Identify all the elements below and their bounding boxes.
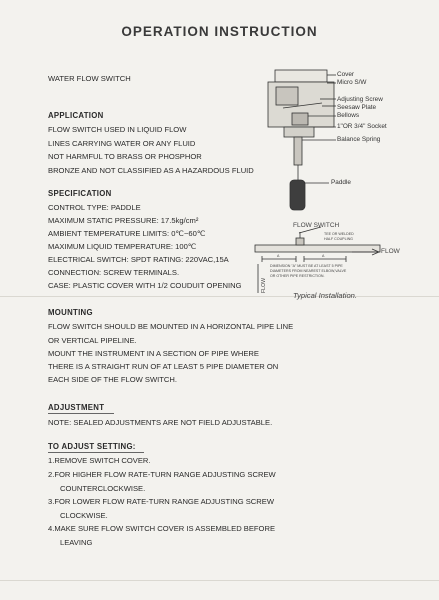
- micro-switch-label: Micro S/W: [337, 79, 367, 86]
- adjustment-heading: ADJUSTMENT: [48, 403, 105, 412]
- pipe-shape: [255, 245, 380, 252]
- spec-line: MAXIMUM STATIC PRESSURE: 17.5kg/cm²: [48, 216, 199, 225]
- tee-label: TEE OR WELDED: [324, 232, 354, 236]
- dimension-note: OR OTHER PIPE RESTRICTION.: [270, 274, 325, 278]
- application-line: LINES CARRYING WATER OR ANY FLUID: [48, 139, 196, 148]
- adjust-step: LEAVING: [60, 538, 93, 547]
- adjust-step: CLOCKWISE.: [60, 511, 108, 520]
- dimension-a-label: A: [322, 254, 325, 258]
- coupling-label: HALF COUPLING: [324, 237, 353, 241]
- dimension-a-label: A: [277, 254, 280, 258]
- paddle-label: Paddle: [331, 179, 351, 186]
- mounting-heading: MOUNTING: [48, 308, 93, 317]
- application-line: BRONZE AND NOT CLASSIFIED AS A HAZARDOUS FLUID: [48, 166, 254, 175]
- product-name: WATER FLOW SWITCH: [48, 74, 131, 83]
- flow-label: FLOW: [381, 248, 400, 255]
- mounting-line: MOUNT THE INSTRUMENT IN A SECTION OF PIPE WHERE: [48, 349, 259, 358]
- tee-fitting-shape: [296, 238, 304, 245]
- dimension-note: DIMENSION "A" MUST BE AT LEAST 5 PIPE: [270, 264, 343, 268]
- cover-label: Cover: [337, 71, 355, 78]
- adjust-step: 2.FOR HIGHER FLOW RATE-TURN RANGE ADJUSTING SCREW: [48, 470, 276, 479]
- adjust-step: 3.FOR LOWER FLOW RATE-TURN RANGE ADJUSTING SCREW: [48, 497, 274, 506]
- adjust-step: 4.MAKE SURE FLOW SWITCH COVER IS ASSEMBLED BEFORE: [48, 524, 276, 533]
- bellows-shape: [292, 113, 308, 125]
- spec-line: CONNECTION: SCREW TERMINALS.: [48, 268, 180, 277]
- spec-line: AMBIENT TEMPERATURE LIMITS: 0℃~60℃: [48, 229, 206, 238]
- page-title: OPERATION INSTRUCTION: [121, 24, 318, 39]
- mounting-line: EACH SIDE OF THE FLOW SWITCH.: [48, 375, 177, 384]
- balance-spring-shape: [294, 137, 302, 165]
- vertical-flow-label: FLOW: [261, 278, 267, 293]
- mounting-line: THERE IS A STRAIGHT RUN OF AT LEAST 5 PIPE DIAMETER ON: [48, 362, 279, 371]
- micro-switch-shape: [276, 87, 298, 105]
- spec-line: CONTROL TYPE: PADDLE: [48, 203, 141, 212]
- balance-spring-label: Balance Spring: [337, 136, 381, 143]
- cover-shape: [275, 70, 327, 82]
- adjust-step: 1.REMOVE SWITCH COVER.: [48, 456, 151, 465]
- installation-caption: Typical Installation.: [293, 291, 358, 300]
- bellows-label: Bellows: [337, 112, 360, 119]
- spec-line: MAXIMUM LIQUID TEMPERATURE: 100℃: [48, 242, 197, 251]
- adjust-step: COUNTERCLOCKWISE.: [60, 484, 146, 493]
- seesaw-plate-label: Seesaw Plate: [337, 104, 377, 111]
- mounting-line: OR VERTICAL PIPELINE.: [48, 336, 137, 345]
- paddle-shape: [290, 180, 305, 210]
- specification-heading: SPECIFICATION: [48, 189, 112, 198]
- application-line: NOT HARMFUL TO BRASS OR PHOSPHOR: [48, 152, 202, 161]
- to-adjust-heading: TO ADJUST SETTING:: [48, 442, 136, 451]
- mounting-line: FLOW SWITCH SHOULD BE MOUNTED IN A HORIZONTAL PIPE LINE: [48, 322, 294, 331]
- application-heading: APPLICATION: [48, 111, 104, 120]
- spec-line: CASE: PLASTIC COVER WITH 1/2 COUDUIT OPENING: [48, 281, 242, 290]
- dimension-note: DIAMETERS FROM NEAREST ELBOW,VALVE: [270, 269, 347, 273]
- socket-label: 1"OR 3/4" Socket: [337, 123, 387, 130]
- flow-switch-label: FLOW SWITCH: [293, 222, 340, 229]
- spec-line: ELECTRICAL SWITCH: SPDT RATING: 220VAC,15A: [48, 255, 229, 264]
- adjustment-note: NOTE: SEALED ADJUSTMENTS ARE NOT FIELD ADJUSTABLE.: [48, 418, 273, 427]
- application-line: FLOW SWITCH USED IN LIQUID FLOW: [48, 125, 187, 134]
- socket-shape: [284, 127, 314, 137]
- adjusting-screw-label: Adjusting Screw: [337, 96, 383, 103]
